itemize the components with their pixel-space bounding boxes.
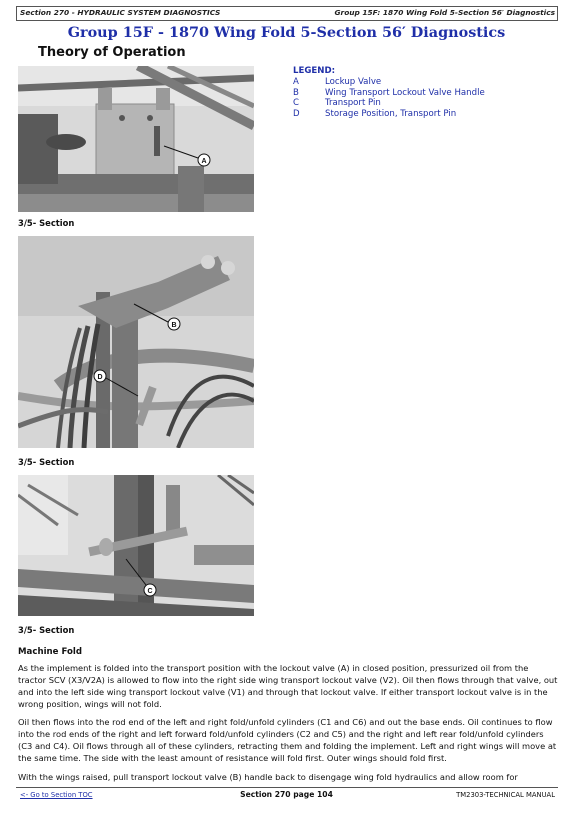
figure-transport-pin <box>18 475 254 616</box>
paragraph-3: With the wings raised, pull transport lockout valve (B) handle back to disengage wing fold hydraulics and allow room for <box>18 772 518 782</box>
legend-key: D <box>293 109 300 120</box>
machine-fold-heading: Machine Fold <box>18 647 82 657</box>
paragraph-1: As the implement is folded into the transport position with the lockout valve (A) in closed position, pressurized oil from the tractor SCV (X3/V2A) is allowed to flow into the right side wing transport lockout valve (V2). Oil then flows through that valve, out and into the left side wing transport lockout valve (V1) and through that lockout valve. If either transport lockout valve is in the wrong position, wings will not fold. <box>18 663 558 709</box>
legend-item <box>293 88 485 99</box>
go-to-section-toc-link[interactable]: <- Go to Section TOC <box>20 791 93 799</box>
footer-divider <box>16 787 558 788</box>
callout-d: D <box>97 374 103 381</box>
transport-handle-photo <box>18 236 254 448</box>
paragraph-2: Oil then flows into the rod end of the left and right fold/unfold cylinders (C1 and C6) and out the base ends. Oil continues to flow into the rod ends of the right and left forward fold/unfold cylinders (C2 and C5) and the right and left rear fold/unfold cylinders (C3 and C4). Oil flows through all of these cylinders, retracting them and folding the implement. Left and right wings will move at the same time. The side with the least amount of resistance will fold first. Outer wings should fold first. <box>18 717 557 763</box>
figure-transport-handle <box>18 236 254 448</box>
figure-1-caption: 3/5- Section <box>18 218 75 228</box>
legend-key: A <box>293 77 299 87</box>
page-number: Section 270 page 104 <box>240 790 333 799</box>
header-section-label: Section 270 - HYDRAULIC SYSTEM DIAGNOSTICS <box>20 8 221 17</box>
callout-b: B <box>171 322 177 329</box>
legend-item <box>293 77 485 88</box>
section-title: Theory of Operation <box>38 45 186 60</box>
transport-pin-photo <box>18 475 254 616</box>
callout-c: C <box>147 588 153 595</box>
legend-text: Wing Transport Lockout Valve Handle <box>325 87 485 98</box>
legend-text: Transport Pin <box>325 98 381 109</box>
manual-id: TM2303-TECHNICAL MANUAL <box>456 791 555 799</box>
legend <box>293 66 485 120</box>
legend-heading: LEGEND: <box>293 66 336 76</box>
legend-key: C <box>293 98 300 109</box>
lockup-valve-photo <box>18 66 254 212</box>
legend-text: Storage Position, Transport Pin <box>325 109 457 120</box>
figure-3-caption: 3/5- Section <box>18 625 75 635</box>
legend-item <box>293 109 485 120</box>
group-title: Group 15F - 1870 Wing Fold 5-Section 56′ Diagnostics <box>67 24 506 41</box>
figure-lockup-valve <box>18 66 254 212</box>
legend-text: Lockup Valve <box>325 77 382 87</box>
callout-a: A <box>201 158 207 165</box>
legend-item <box>293 98 485 109</box>
header-group-label: Group 15F: 1870 Wing Fold 5-Section 56′ Diagnostics <box>334 8 555 17</box>
legend-key: B <box>293 87 299 98</box>
figure-2-caption: 3/5- Section <box>18 457 75 467</box>
